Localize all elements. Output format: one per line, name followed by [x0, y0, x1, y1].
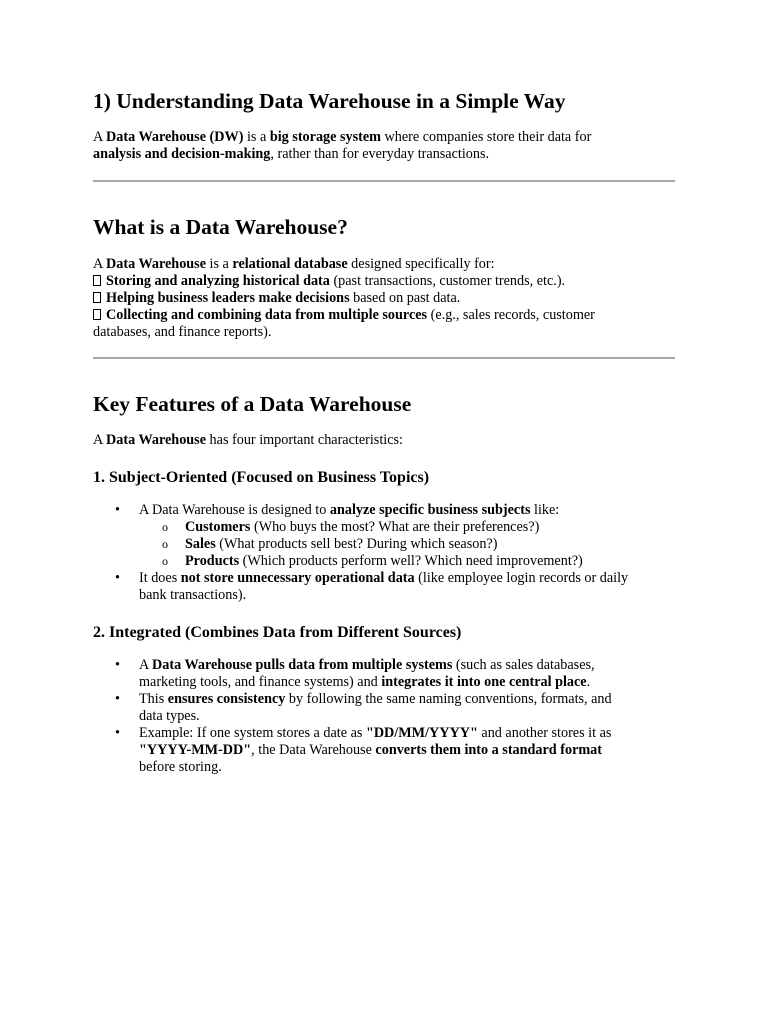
- missing-glyph-box-icon: [93, 275, 101, 286]
- hollow-bullet-icon: o: [162, 520, 168, 534]
- checklist-item: Helping business leaders make decisions based on past data.: [93, 290, 675, 307]
- list-item: • A Data Warehouse pulls data from multiple systems (such as sales databases, marketing tools, and finance systems) and integrates it into one central place.: [115, 657, 595, 690]
- missing-glyph-box-icon: [93, 309, 101, 320]
- horizontal-rule: [93, 357, 675, 359]
- list-item: • Example: If one system stores a date as "DD/MM/YYYY" and another stores it as "YYYY-MM-DD", the Data Warehouse converts them into a standard format before storing.: [115, 725, 612, 775]
- bullet-icon: •: [115, 570, 120, 586]
- checklist-item: Storing and analyzing historical data (past transactions, customer trends, etc.).: [93, 273, 675, 290]
- horizontal-rule: [93, 180, 675, 182]
- section-2-intro: A Data Warehouse is a relational database designed specifically for:: [93, 256, 495, 272]
- section-3-intro: A Data Warehouse has four important characteristics:: [93, 432, 403, 448]
- list-item: • This ensures consistency by following the same naming conventions, formats, and data types.: [115, 691, 612, 724]
- list-item: • It does not store unnecessary operational data (like employee login records or daily bank transactions).: [115, 570, 629, 603]
- section-1-paragraph: A Data Warehouse (DW) is a big storage system where companies store their data for analysis and decision-making, rather than for everyday transactions.: [93, 129, 592, 162]
- section-1-heading: 1) Understanding Data Warehouse in a Simple Way: [93, 89, 566, 113]
- nested-list-item: o Customers (Who buys the most? What are their preferences?): [162, 519, 540, 535]
- section-2-paragraph: A Data Warehouse is a relational database designed specifically for: Storing and analyzing historical data (past transactions, customer trends, etc.). Helping business leaders make decisions based on past data. Collecting and combining data from multiple sources (e.g., sales records, customer databases, and finance reports).: [93, 256, 675, 341]
- nested-list-item: o Products (Which products perform well? Which need improvement?): [162, 553, 583, 569]
- list-item: • A Data Warehouse is designed to analyze specific business subjects like: o Customers (Who buys the most? What are their preferences?) o Sales (What products sell best? During which season?) o Products (Which products perform well? Which need improvement?): [93, 502, 675, 570]
- section-3-heading: Key Features of a Data Warehouse: [93, 392, 412, 416]
- subsection-2-heading: 2. Integrated (Combines Data from Different Sources): [93, 624, 462, 641]
- bullet-icon: •: [115, 725, 120, 741]
- bullet-icon: •: [115, 691, 120, 707]
- missing-glyph-box-icon: [93, 292, 101, 303]
- nested-list: [139, 519, 675, 570]
- hollow-bullet-icon: o: [162, 554, 168, 568]
- section-2-heading: What is a Data Warehouse?: [93, 215, 348, 239]
- checklist-item: Collecting and combining data from multiple sources (e.g., sales records, customer: [93, 307, 675, 324]
- subsection-1-list: [93, 502, 675, 604]
- nested-list-item: o Sales (What products sell best? During which season?): [162, 536, 498, 552]
- bullet-icon: •: [115, 657, 120, 673]
- bullet-icon: •: [115, 502, 120, 518]
- hollow-bullet-icon: o: [162, 537, 168, 551]
- subsection-1-heading: 1. Subject-Oriented (Focused on Business Topics): [93, 469, 430, 486]
- subsection-2-list: [93, 657, 675, 776]
